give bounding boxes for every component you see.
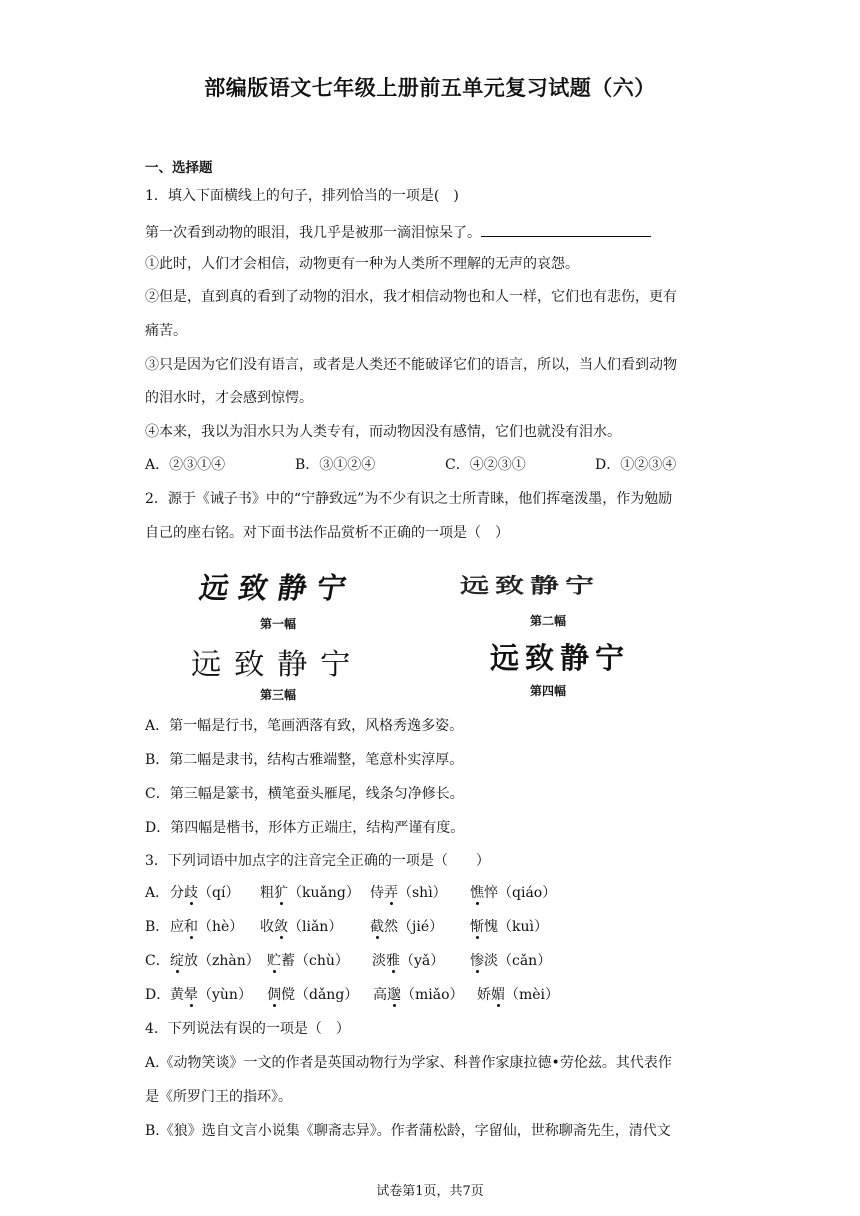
dotted-char: 截 [370, 919, 384, 935]
q3-a-word-1 [170, 883, 239, 903]
dotted-char: 雅 [386, 953, 400, 969]
caption-2: 第二幅 [530, 614, 567, 628]
q3-a-word-3 [370, 883, 447, 903]
word-suffix: （yùn） [198, 987, 252, 1003]
word-prefix: 应 [170, 919, 184, 935]
dotted-char: 邈 [387, 987, 401, 1003]
answer-blank[interactable] [481, 222, 651, 237]
word-prefix: 高 [373, 987, 387, 1003]
q3-c-word-4 [470, 951, 551, 971]
word-suffix: 蓄（chù） [281, 953, 349, 969]
q1-option-b[interactable]: B．③①②④ [295, 457, 376, 473]
q3-c-word-2 [267, 951, 349, 971]
page-title: 部编版语文七年级上册前五单元复习试题（六） [204, 76, 656, 100]
dotted-char: 绽 [170, 953, 184, 969]
q3-c-word-3 [372, 951, 444, 971]
q1-lead-text: 第一次看到动物的眼泪，我几乎是被那一滴泪惊呆了。 [145, 225, 481, 241]
q3-stem: 3．下列词语中加点字的注音完全正确的一项是（ ） [145, 853, 490, 869]
section-heading: 一、选择题 [145, 160, 213, 176]
word-suffix: 悴（qiáo） [484, 885, 557, 901]
q3-d-word-3 [373, 985, 464, 1005]
word-suffix: （shì） [398, 885, 447, 901]
q1-stem: 1．填入下面横线上的句子，排列恰当的一项是( ) [145, 188, 459, 204]
word-suffix: （yǎ） [400, 953, 445, 969]
q3-c-word-1 [170, 951, 260, 971]
option-label: D． [145, 987, 171, 1003]
calligraphy-sample-2: 远致静宁 [460, 573, 601, 598]
q3-b-word-4 [470, 917, 548, 937]
q3-option-c[interactable] [145, 951, 552, 971]
q4-option-b-line1[interactable]: B.《狼》选自文言小说集《聊斋志异》。作者蒲松龄，字留仙，世称聊斋先生，清代文 [145, 1123, 671, 1139]
dotted-char: 惭 [470, 919, 484, 935]
dotted-char: 晕 [184, 987, 198, 1003]
q3-b-word-3 [370, 917, 443, 937]
word-suffix: （miǎo） [401, 987, 464, 1003]
word-prefix: 侍 [370, 885, 384, 901]
option-label: B． [145, 919, 170, 935]
q1-sentence-1: ①此时，人们才会相信，动物更有一种为人类所不理解的无声的哀怨。 [145, 256, 579, 272]
word-suffix: 傥（dǎng） [281, 987, 359, 1003]
q1-sentence-3a: ③只是因为它们没有语言，或者是人类还不能破译它们的语言，所以，当人们看到动物 [145, 357, 677, 373]
q2-option-a[interactable]: A．第一幅是行书，笔画洒落有致，风格秀逸多姿。 [145, 718, 464, 734]
caption-1: 第一幅 [260, 617, 297, 631]
q2-option-d[interactable]: D．第四幅是楷书，形体方正端庄，结构严谨有度。 [145, 820, 465, 836]
q3-a-word-2 [260, 883, 360, 903]
q1-option-c[interactable]: C．④②③① [445, 457, 526, 473]
word-prefix: 粗 [260, 885, 274, 901]
dotted-char: 贮 [267, 953, 281, 969]
q3-a-word-4 [470, 883, 556, 903]
word-suffix: 然（jié） [384, 919, 444, 935]
word-prefix: 分 [170, 885, 184, 901]
q3-d-word-4 [477, 985, 559, 1005]
dotted-char: 倜 [267, 987, 281, 1003]
q1-sentence-4: ④本来，我以为泪水只为人类专有，而动物因没有感情，它们也就没有泪水。 [145, 424, 621, 440]
q1-lead [145, 222, 725, 243]
dotted-char: 和 [184, 919, 198, 935]
q3-d-word-1 [170, 985, 252, 1005]
q3-option-a[interactable] [145, 883, 557, 903]
word-suffix: 淡（cǎn） [484, 953, 552, 969]
q1-sentence-2b: 痛苦。 [145, 323, 187, 339]
q4-stem: 4．下列说法有误的一项是（ ） [145, 1021, 350, 1037]
word-suffix: （liǎn） [288, 919, 343, 935]
word-suffix: 愧（kuì） [484, 919, 548, 935]
word-prefix: 收 [260, 919, 274, 935]
calligraphy-sample-1: 远致静宁 [196, 571, 359, 605]
caption-3: 第三幅 [260, 688, 297, 702]
dotted-char: 犷 [274, 885, 288, 901]
dotted-char: 媚 [491, 987, 505, 1003]
word-prefix: 黄 [170, 987, 184, 1003]
page-footer: 试卷第1页，共7页 [376, 1184, 484, 1199]
word-prefix: 淡 [372, 953, 386, 969]
option-label: A． [145, 885, 170, 901]
dotted-char: 敛 [274, 919, 288, 935]
q2-option-b[interactable]: B．第二幅是隶书，结构古雅端整，笔意朴实淳厚。 [145, 752, 464, 768]
q3-b-word-2 [260, 917, 342, 937]
calligraphy-sample-3: 远致静宁 [190, 647, 364, 681]
dotted-char: 弄 [384, 885, 398, 901]
q4-option-a-line2: 是《所罗门王的指环》。 [145, 1089, 292, 1105]
calligraphy-sample-4: 远致静宁 [490, 641, 631, 675]
q3-option-d[interactable] [145, 985, 560, 1005]
option-label: C． [145, 953, 170, 969]
q2-option-c[interactable]: C．第三幅是篆书，横笔蚕头雁尾，线条匀净修长。 [145, 786, 464, 802]
q3-b-word-1 [170, 917, 243, 937]
q1-option-a[interactable]: A．②③①④ [145, 457, 226, 473]
word-suffix: （kuǎng） [288, 885, 360, 901]
q1-sentence-2a: ②但是，直到真的看到了动物的泪水，我才相信动物也和人一样，它们也有悲伤，更有 [145, 289, 677, 305]
q1-sentence-3b: 的泪水时，才会感到惊愕。 [145, 390, 313, 406]
calligraphy-figure [190, 560, 660, 710]
caption-4: 第四幅 [530, 684, 567, 698]
q4-option-a-line1[interactable]: A.《动物笑谈》一文的作者是英国动物行为学家、科普作家康拉德•劳伦兹。其代表作 [145, 1055, 672, 1071]
q3-d-word-2 [267, 985, 358, 1005]
q2-stem-b: 自己的座右铭。对下面书法作品赏析不正确的一项是（ ） [145, 525, 509, 541]
word-suffix: （mèi） [505, 987, 560, 1003]
dotted-char: 歧 [184, 885, 198, 901]
word-suffix: （hè） [198, 919, 244, 935]
q2-stem-a: 2．源于《诫子书》中的“宁静致远”为不少有识之士所青睐，他们挥毫泼墨，作为勉励 [145, 491, 673, 507]
dotted-char: 憔 [470, 885, 484, 901]
q3-option-b[interactable] [145, 917, 548, 937]
word-prefix: 娇 [477, 987, 491, 1003]
word-suffix: （qí） [198, 885, 240, 901]
word-suffix: 放（zhàn） [184, 953, 260, 969]
dotted-char: 惨 [470, 953, 484, 969]
q1-option-d[interactable]: D．①②③④ [595, 457, 677, 473]
